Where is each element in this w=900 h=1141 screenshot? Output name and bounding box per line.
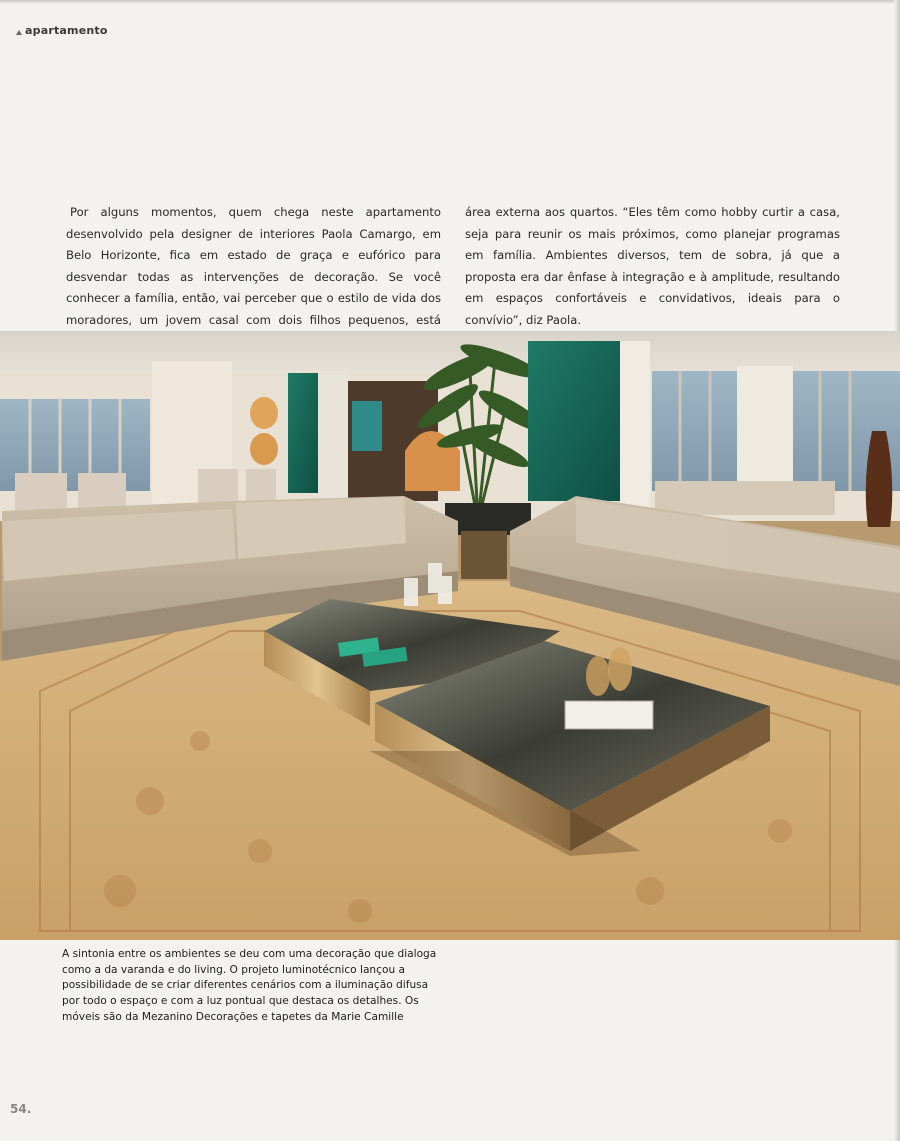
page-edge-top (0, 0, 900, 4)
article-column-left: Por alguns momentos, quem chega neste apartamento desenvolvido pela designer de interiores Paola Camargo, em Belo Horizonte, fica em estado de graça e eufórico para desvendar todas as intervenções de decoração. Se você conhecer a família, então, vai perceber que o estilo de vida dos moradores, um jovem casal com dois filhos pequenos, está (66, 205, 441, 327)
page-number: 54. (10, 1102, 32, 1116)
photo-caption: A sintonia entre os ambientes se deu com uma decoração que dialoga como a da varanda e do living. O projeto luminotécnico lançou a possibilidade de se criar diferentes cenários com a iluminação difusa por todo o espaço e com a luz pontual que destaca os detalhes. Os móveis são da Mezanino Decorações e tapetes da Marie Camille (62, 948, 437, 1023)
living-room-photo (0, 331, 900, 940)
article-column-right: área externa aos quartos. “Eles têm como hobby curtir a casa, seja para reunir os mais próximos, como planejar programas em família. Ambientes diversos, tem de sobra, já que a proposta era dar ênfase à integração e à amplitude, resultando em espaços confortáveis e convidativos, ideais para o convívio”, diz Paola. (465, 205, 840, 327)
section-marker-icon (16, 30, 22, 35)
section-header (16, 24, 108, 37)
section-label: apartamento (25, 24, 108, 37)
